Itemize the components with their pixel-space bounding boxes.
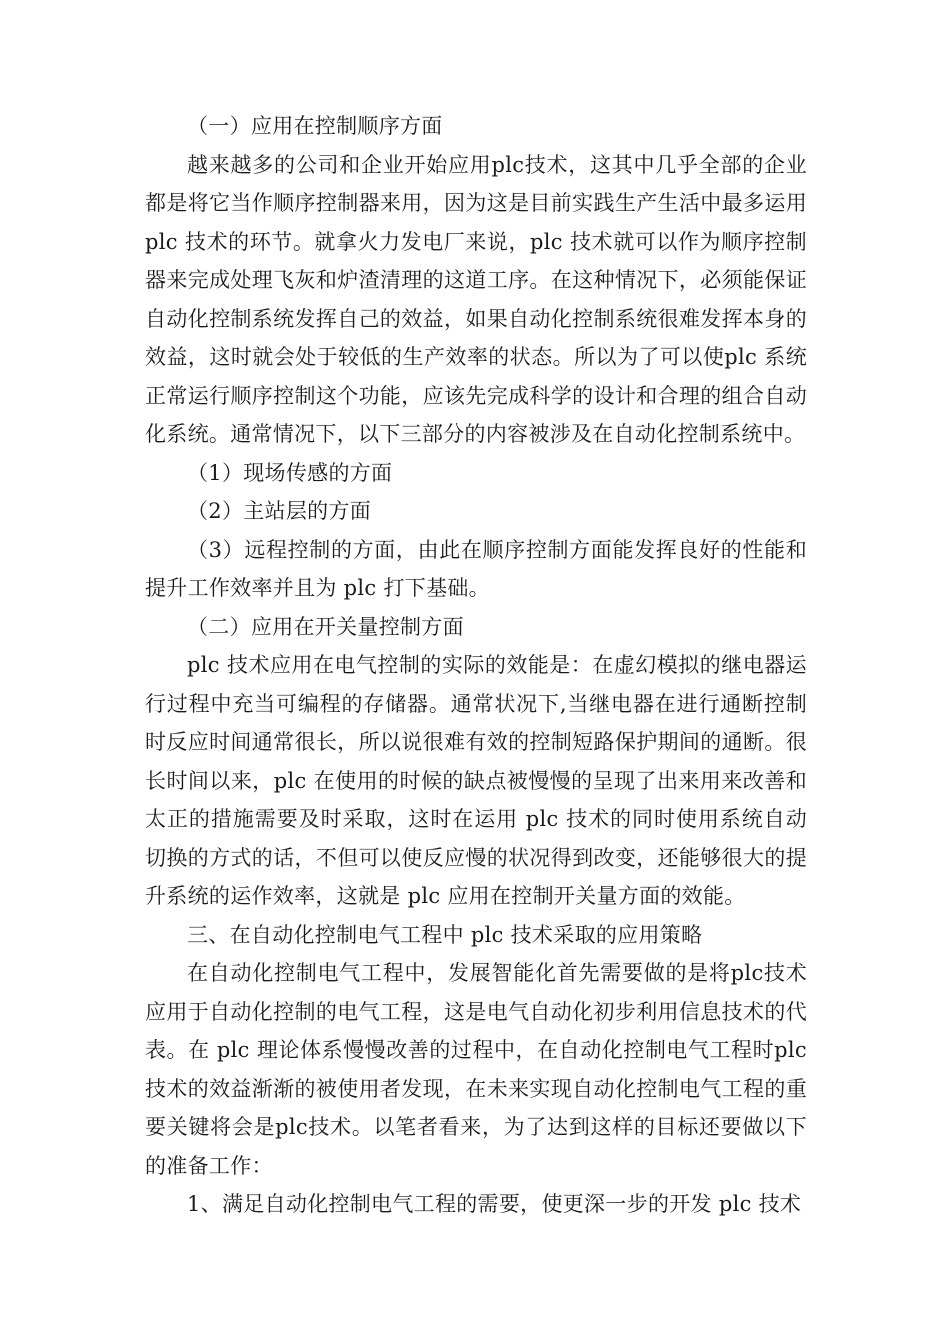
section-heading-strategies: 三、在自动化控制电气工程中 plc 技术采取的应用策略 (187, 922, 703, 947)
paragraph-switch-control: plc 技术应用在电气控制的实际的效能是：在虚幻模拟的继电器运行过程中充当可编程的存储器。通常状况下,当继电器在进行通断控制时反应时间通常很长，所以说很难有效的控制短路保护期间的通断。很长时间以来，plc 在使用的时候的缺点被慢慢的呈现了出来用来改善和太正的措施需要及时采取，这时在运用 plc 技术的同时使用系统自动切换的方式的话，不但可以使反应慢的状况得到改变，还能够很大的提升系统的运作效率，这就是 plc 应用在控制开关量方面的效能。 (145, 653, 807, 908)
list-item-remote-control: （3）远程控制的方面，由此在顺序控制方面能发挥良好的性能和提升工作效率并且为 plc 打下基础。 (145, 537, 807, 600)
list-item-field-sensing: （1）现场传感的方面 (187, 460, 393, 485)
section-heading-sequence-control: （一）应用在控制顺序方面 (187, 114, 443, 138)
paragraph-sequence-control: 越来越多的公司和企业开始应用plc技术，这其中几乎全部的企业都是将它当作顺序控制器来用，因为这是目前实践生产生活中最多运用 plc 技术的环节。就拿火力发电厂来说，plc 技术就可以作为顺序控制器来完成处理飞灰和炉渣清理的这道工序。在这种情况下，必须能保证自动化控制系统发挥自己的效益，如果自动化控制系统很难发挥本身的效益，这时就会处于较低的生产效率的状态。所以为了可以使plc 系统正常运行顺序控制这个功能，应该先完成科学的设计和合理的组合自动化系统。通常情况下，以下三部分的内容被涉及在自动化控制系统中。 (145, 152, 807, 446)
list-item-master-station: （2）主站层的方面 (187, 499, 372, 523)
paragraph-strategy-1: 1、满足自动化控制电气工程的需要，使更深一步的开发 plc 技术 (187, 1192, 802, 1216)
section-heading-switch-control: （二）应用在开关量控制方面 (187, 614, 464, 639)
paragraph-strategies: 在自动化控制电气工程中，发展智能化首先需要做的是将plc技术应用于自动化控制的电气工程，这是电气自动化初步利用信息技术的代表。在 plc 理论体系慢慢改善的过程中，在自动化控制电气工程时plc 技术的效益渐渐的被使用者发现，在未来实现自动化控制电气工程的重要关键将会是plc技术。以笔者看来，为了达到这样的目标还要做以下的准备工作： (145, 961, 807, 1178)
document-page (145, 107, 807, 1224)
